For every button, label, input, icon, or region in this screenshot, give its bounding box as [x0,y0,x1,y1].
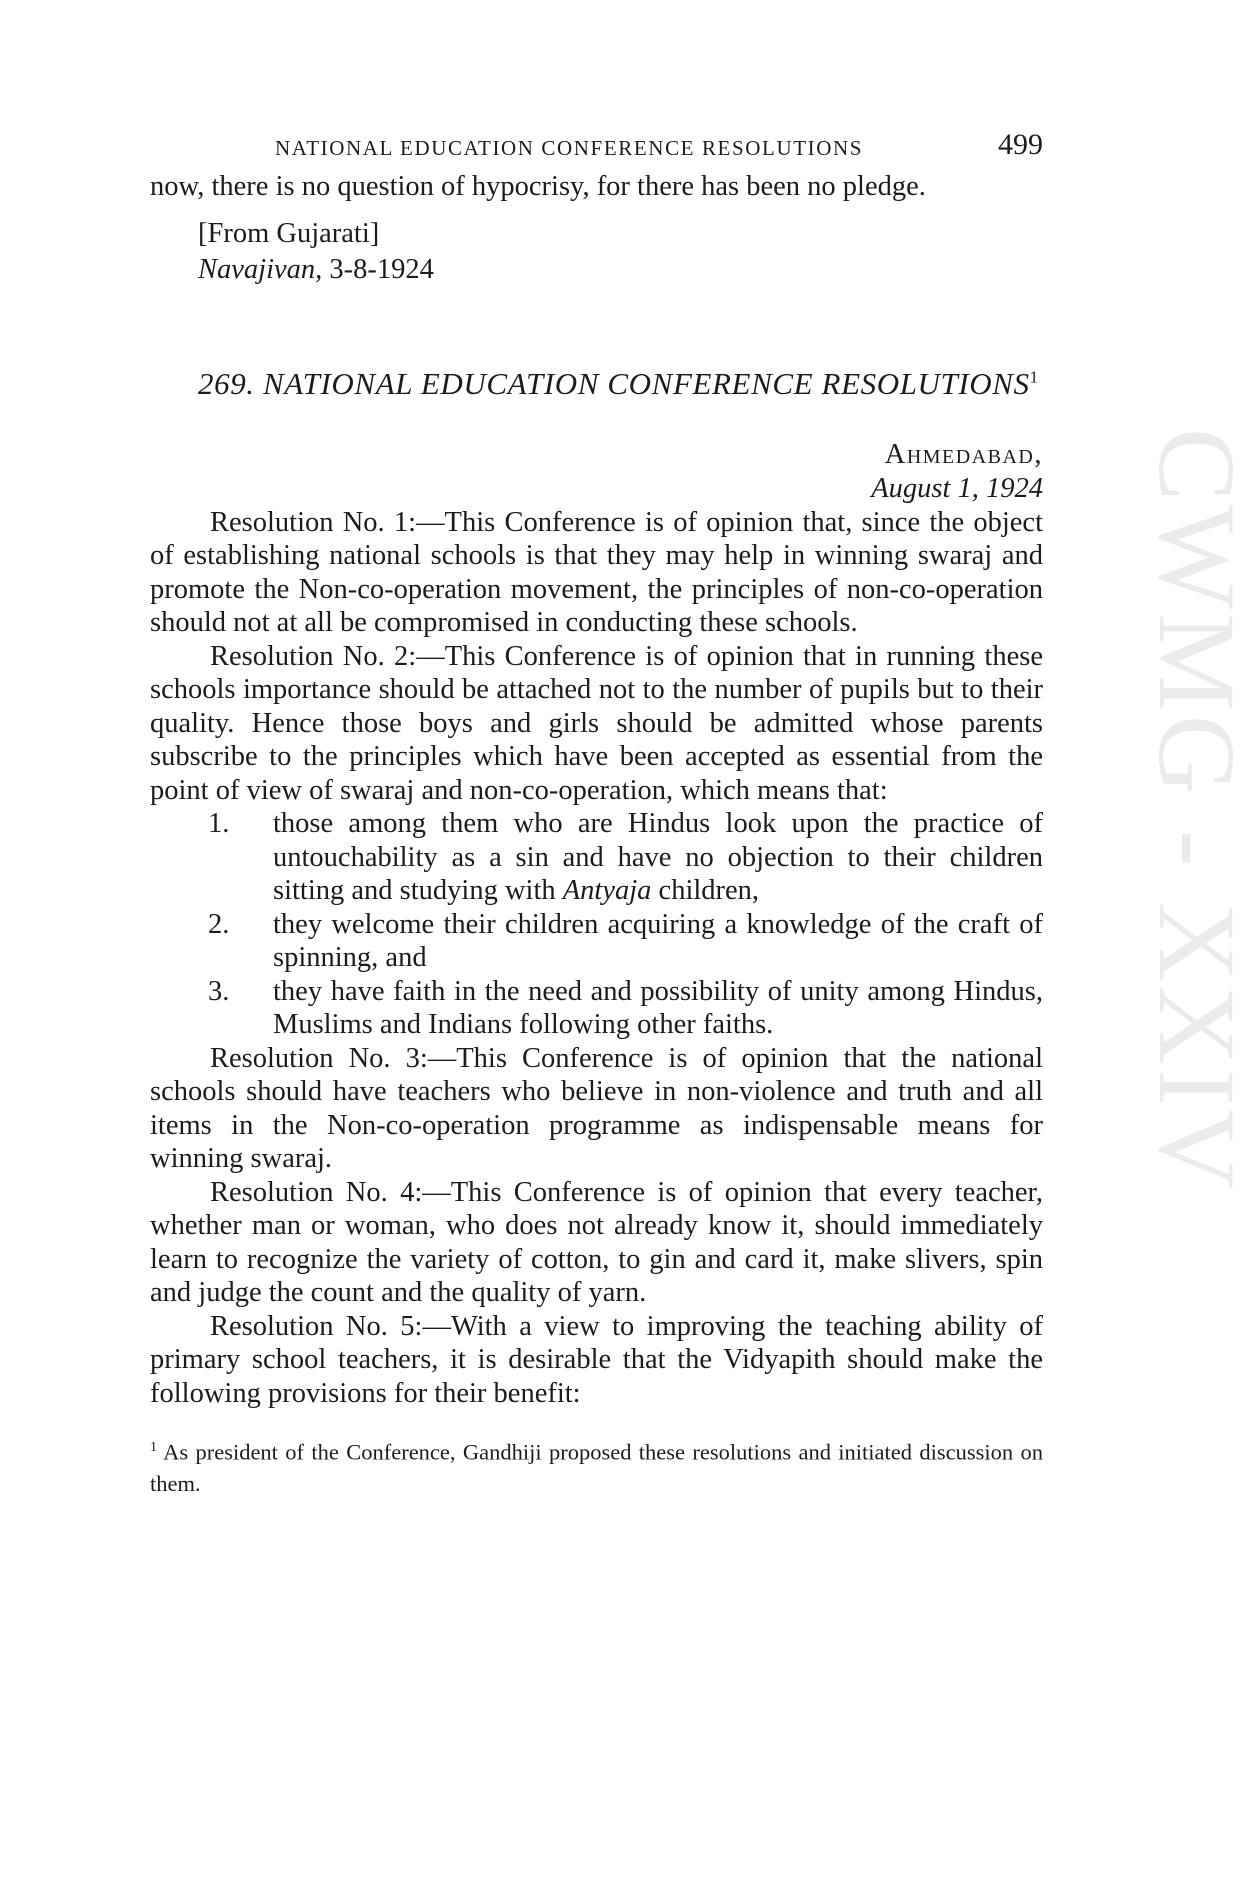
list-item-text: they welcome their children acquiring a knowledge of the craft of spinning, and [273,908,1043,973]
list-item-text: those among them who are Hindus look upon the practice of untouchability as a sin and have no objection to their children sitting and studying with [273,808,1043,906]
source-date: 3-8-1924 [329,253,434,285]
dateline-date: August 1, 1924 [871,472,1043,504]
dateline-place: Ahmedabad, [884,438,1043,470]
list-item-number: 3. [208,975,230,1007]
footnote-separator [150,1410,1043,1432]
list-item-number: 1. [208,808,230,839]
list-item [150,975,1043,1042]
resolution-4: Resolution No. 4:—This Conference is of opinion that every teacher, whether man or woman, who does not already know it, should immediately learn to recognize the variety of cotton, to gin and card it, make slivers, spin and judge the count and the quality of yarn. [150,1176,1043,1308]
footnote [150,1432,1043,1499]
page-number: 499 [998,128,1043,161]
running-title: NATIONAL EDUCATION CONFERENCE RESOLUTIONS [275,136,864,160]
running-head [150,128,1043,168]
resolutions [150,506,1043,1411]
list-item [150,908,1043,975]
dateline [150,438,1043,506]
list-item-number: 2. [208,908,230,940]
resolution-2: Resolution No. 2:—This Conference is of opinion that in running these schools importance should be attached not to the number of pupils but to their quality. Hence those boys and girls should be admitted whose parents subscribe to the principles which have been accepted as essential from the point of view of swaraj and non-co-operation, which means that: [150,640,1043,806]
list-item-text: they have faith in the need and possibility of unity among Hindus, Muslims and Indians following other faiths. [273,975,1043,1040]
resolution-1: Resolution No. 1:—This Conference is of opinion that, since the object of establishing national schools is that they may help in winning swaraj and promote the Non-co-operation movement, the principles of non-co-operation should not at all be compromised in conducting these schools. [150,506,1043,638]
source-citation [150,252,1043,288]
section-title-text: 269. NATIONAL EDUCATION CONFERENCE RESOLUTIONS [198,365,1030,401]
list-item-text-end: children, [651,875,760,906]
section-title [150,366,1043,402]
section-footnote-marker: 1 [1029,367,1039,387]
resolution-2-conditions [150,807,1043,1042]
resolution-3: Resolution No. 3:—This Conference is of opinion that the national schools should have teachers who believe in non-violence and truth and all items in the Non-co-operation programme as indispensable means for winning swaraj. [150,1042,1043,1174]
list-item [150,807,1043,908]
page [150,128,1043,1499]
resolution-5: Resolution No. 5:—With a view to improving the teaching ability of primary school teachers, it is desirable that the Vidyapith should make the following provisions for their benefit: [150,1310,1043,1409]
list-item-italic-term: Antyaja [562,875,652,906]
footnote-marker: 1 [150,1440,157,1455]
footnote-text: As president of the Conference, Gandhiji proposed these resolutions and initiated discussion on them. [150,1439,1043,1496]
watermark: CWMG - XXIV [1136,428,1258,1194]
continuation-paragraph: now, there is no question of hypocrisy, for there has been no pledge. [150,171,926,202]
source-publication: Navajivan, [198,253,323,285]
source-language: [From Gujarati] [198,217,380,249]
